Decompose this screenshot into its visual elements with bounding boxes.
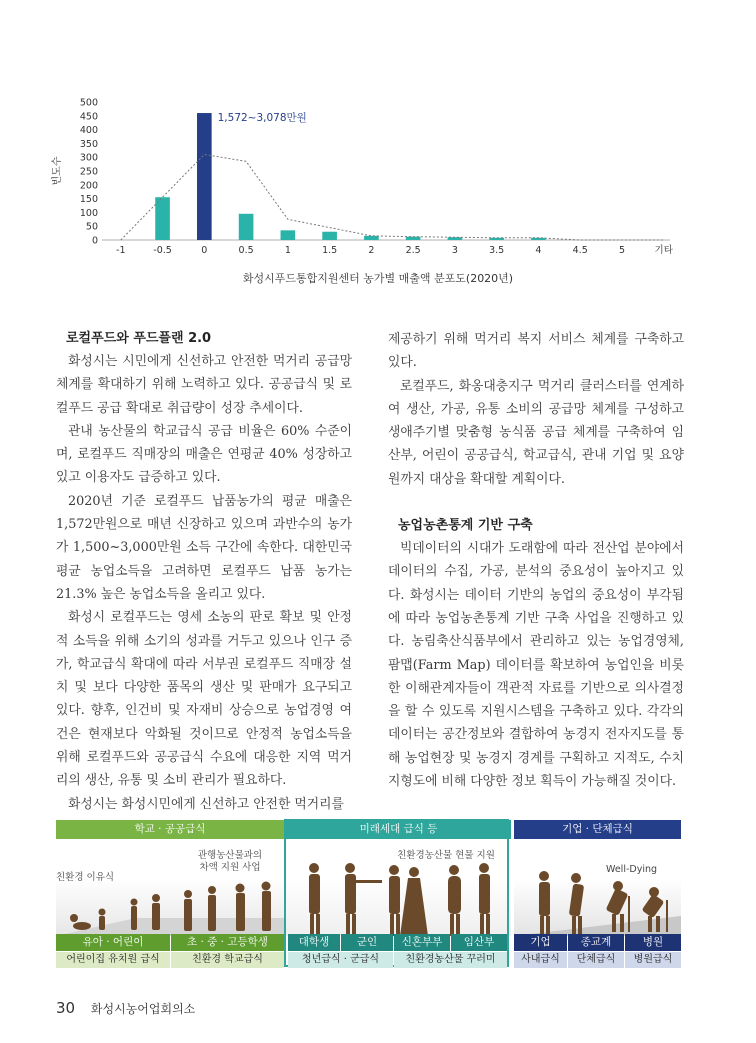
y-axis-label: 빈도수 <box>52 156 63 186</box>
x-tick-label: -1 <box>116 245 126 256</box>
x-tick-label: 5 <box>618 245 625 256</box>
y-tick-label: 400 <box>79 125 98 137</box>
sub-company-meals: 사내급식 <box>514 952 567 968</box>
sub-hospital-meals: 병원급식 <box>625 952 681 968</box>
elderly-silhouettes-icon <box>514 866 681 936</box>
y-tick-label: 100 <box>79 207 98 219</box>
x-tick-label: -0.5 <box>153 245 172 256</box>
paragraph: 제공하기 위해 먹거리 복지 서비스 체계를 구축하고 있다. <box>388 332 684 371</box>
paragraph: 화성시는 화성시민에게 신선하고 안전한 먹거리를 <box>68 796 344 812</box>
paragraph: 로컬푸드, 화옹대충지구 먹거리 클러스터를 연계하여 생산, 가공, 유통 소비의 공급망 체계를 구성하고 생애주기별 맞춤형 농식품 공급 체계를 구축하여 임산부, 어린이 공공급식, 학교급식, 관내 기업 및 요양원까지 대상을 확대할 계획이다. <box>388 378 684 487</box>
sales-distribution-chart <box>50 90 710 260</box>
segment-university-students: 대학생 <box>288 934 340 951</box>
segment-hospitals: 병원 <box>625 934 681 951</box>
bar <box>281 230 296 240</box>
sub-eco-school-meals: 친환경 학교급식 <box>171 952 284 968</box>
y-tick-label: 500 <box>79 97 98 109</box>
bar <box>197 113 212 240</box>
segment-companies: 기업 <box>514 934 567 951</box>
label-eco-produce-support: 친환경농산물 현물 지원 <box>397 850 495 861</box>
y-tick-label: 200 <box>79 180 98 192</box>
left-column <box>56 328 352 816</box>
bar <box>239 214 254 240</box>
x-tick-label: 2.5 <box>405 245 421 256</box>
sub-daycare-meals: 어린이집 유치원 급식 <box>56 952 170 968</box>
lifecycle-meal-infographic <box>56 820 681 970</box>
x-tick-label: 2 <box>368 245 375 256</box>
x-tick-label: 3 <box>451 245 458 256</box>
sub-eco-produce-package: 친환경농산물 꾸러미 <box>394 952 507 968</box>
segment-newlyweds: 신혼부부 <box>394 934 450 951</box>
header-corporate-group-meals: 기업 · 단체급식 <box>514 820 681 839</box>
stage-children <box>56 840 284 936</box>
label-well-dying: Well-Dying <box>606 864 658 875</box>
section-heading-statistics: 농업농촌통계 기반 구축 <box>398 518 533 534</box>
stage-elderly <box>514 840 681 936</box>
highlight-data-label: 1,572~3,078만원 <box>217 112 307 125</box>
segment-pregnant-women: 임산부 <box>451 934 507 951</box>
segment-infant-child: 유아 · 어린이 <box>56 934 170 951</box>
y-tick-label: 150 <box>79 194 98 206</box>
children-silhouettes-icon <box>56 876 284 936</box>
x-tick-label: 0.5 <box>238 245 254 256</box>
bar <box>322 232 337 240</box>
x-tick-label: 4.5 <box>572 245 588 256</box>
x-tick-label: 1.5 <box>322 245 338 256</box>
sub-group-meals: 단체급식 <box>568 952 624 968</box>
y-tick-label: 0 <box>91 235 98 247</box>
y-tick-label: 350 <box>79 138 98 150</box>
y-tick-label: 250 <box>79 166 98 178</box>
paragraph: 관내 농산물의 학교급식 공급 비율은 60% 수준이며, 로컬푸드 직매장의 매출은 연평균 40% 성장하고 있고 이용자도 급증하고 있다. <box>56 423 352 486</box>
paragraph: 빅데이터의 시대가 도래함에 따라 전산업 분야에서 데이터의 수집, 가공, 분석의 중요성이 높아지고 있다. 화성시는 데이터 기반의 농업의 중요성이 부각됨에 따라 농업농촌통계 기반 구축 사업을 진행하고 있다. 농림축산식품부에서 관리하고 있는 농업경영체, 팜맵(Farm Map) 데이터를 확보하여 농업인을 비롯한 이해관계자들이 객관적 자료를 기반으로 의사결정을 할 수 있도록 지원시스템을 구축하고 있다. 각각의 데이터는 공간정보와 결합하여 농경지 전자지도를 통해 농업현장 및 농경지 경계를 구획하고 지적도, 수치지형도에 비해 다양한 정보 획득이 가능해질 것이다. <box>388 541 684 790</box>
paragraph: 화성시 로컬푸드는 영세 소농의 판로 확보 및 안정적 소득을 위해 소기의 성과를 거두고 있으나 인구 증가, 학교급식 확대에 따라 서부권 로컬푸드 직매장 설치 및 보다 다양한 품목의 생산 및 판매가 요구되고 있다. 향후, 인건비 및 자재비 상승으로 농업경영 여건은 현재보다 악화될 것이므로 안정적 농업소득을 위해 로컬푸드와 공공급식 수요에 대응한 지역 먹거리의 생산, 유통 및 소비 관리가 필요하다. <box>56 610 352 789</box>
x-tick-label: 기타 <box>654 245 673 256</box>
paragraph: 화성시는 시민에게 신선하고 안전한 먹거리 공급망 체계를 확대하기 위해 노력하고 있다. 공공급식 및 로컬푸드 공급 확대로 취급량이 성장 추세이다. <box>56 354 352 416</box>
chart-title: 화성시푸드통합지원센터 농가별 매출액 분포도(2020년) <box>242 272 514 285</box>
page-number: 30 <box>56 999 76 1017</box>
x-tick-label: 1 <box>284 245 291 256</box>
y-tick-label: 450 <box>79 111 98 123</box>
y-tick-label: 300 <box>79 152 98 164</box>
segment-students: 초 · 중 · 고등학생 <box>171 934 284 951</box>
bar <box>155 197 170 240</box>
section-heading-local-food: 로컬푸드와 푸드플랜 2.0 <box>66 331 212 346</box>
bar <box>364 236 379 240</box>
publisher-name: 화성시농어업회의소 <box>90 1002 196 1016</box>
header-future-generation-meals: 미래세대 급식 등 <box>286 820 511 839</box>
label-price-support: 관행농산물과의 차액 지원 사업 <box>197 850 263 873</box>
header-school-public-meals: 학교 · 공공급식 <box>56 820 284 839</box>
page-footer <box>56 999 195 1017</box>
x-tick-label: 0 <box>201 245 208 256</box>
right-column <box>388 328 684 793</box>
segment-soldiers: 군인 <box>341 934 393 951</box>
sub-youth-military-meals: 청년급식 · 군급식 <box>288 952 393 968</box>
x-tick-label: 3.5 <box>489 245 505 256</box>
label-eco-baby-food: 친환경 이유식 <box>56 872 115 883</box>
segment-religious: 종교계 <box>568 934 624 951</box>
paragraph: 2020년 기준 로컬푸드 납품농가의 평균 매출은 1,572만원으로 매년 신장하고 있으며 과반수의 농가가 1,500~3,000만원 소득 구간에 속한다. 대한민국 평균 농업소득을 고려하면 로컬푸드 납품 농가는 21.3% 높은 농업소득을 올리고 있다. <box>56 493 352 602</box>
x-tick-label: 4 <box>535 245 542 256</box>
y-tick-label: 50 <box>85 221 98 233</box>
